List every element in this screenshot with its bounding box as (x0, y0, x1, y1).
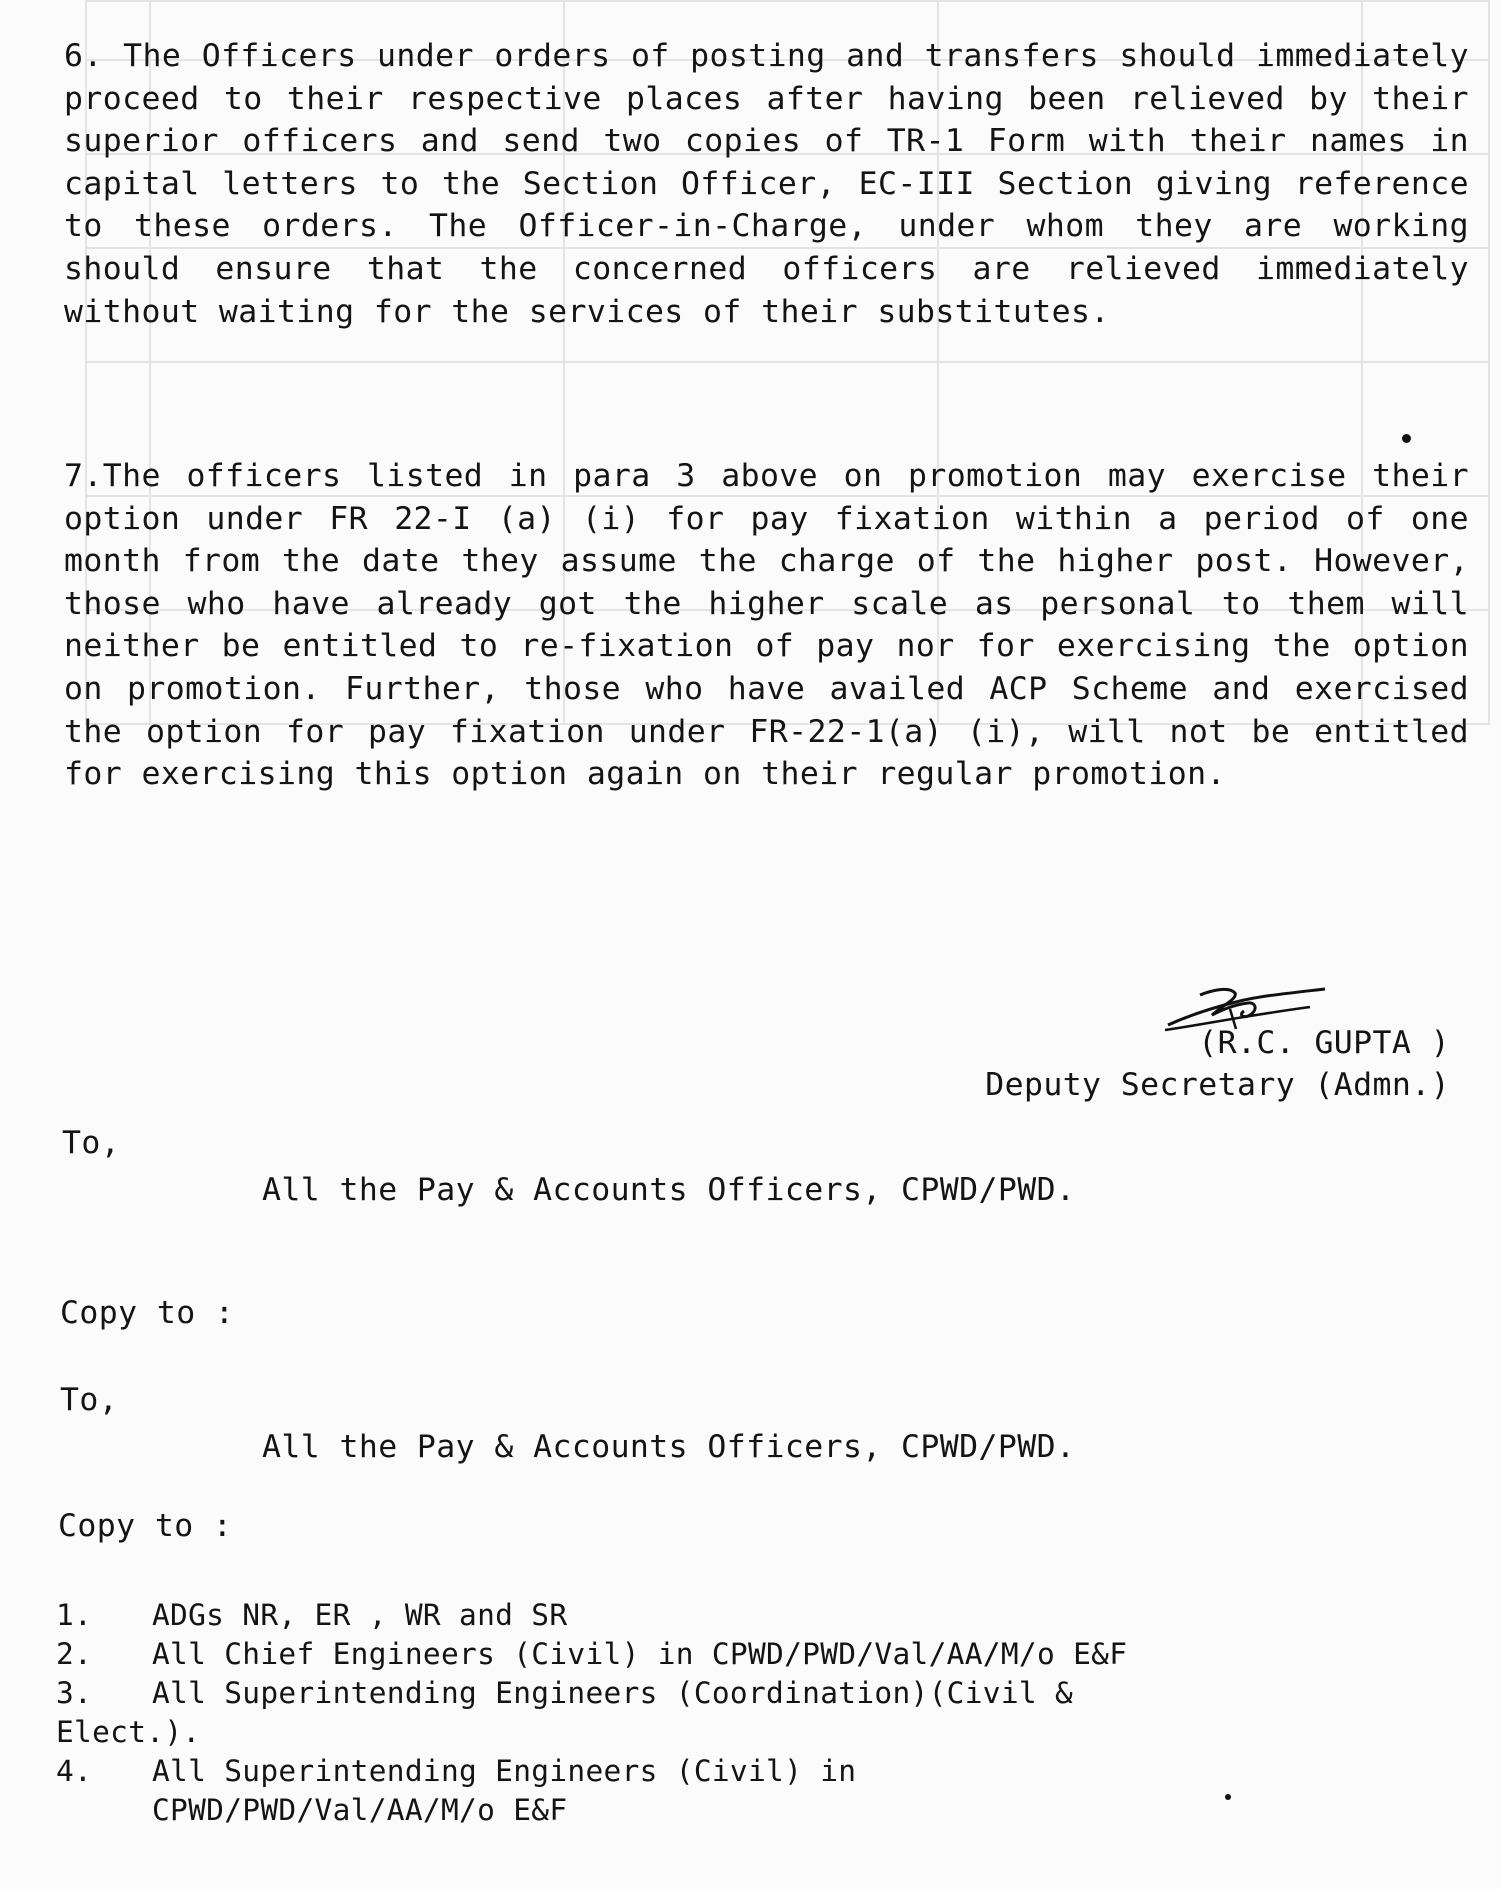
copy-to-label-repeat: Copy to : (58, 1508, 233, 1544)
list-item (56, 1752, 1476, 1830)
paragraph-7: 7.The officers listed in para 3 above on promotion may exercise their option under FR 22-I (a) (i) for pay fixation within a period of one month from the date they assume the charge of the higher post. However, those who have already got the higher scale as personal to them will neither be entitled to re-fixation of pay nor for exercising the option on promotion. Further, those who have availed ACP Scheme and exercised the option for pay fixation under FR-22-1(a) (i), will not be entitled for exercising this option again on their regular promotion. (64, 458, 1469, 793)
list-item-number: 4. (56, 1754, 93, 1788)
signatory-designation: Deputy Secretary (Admn.) (985, 1067, 1450, 1103)
to-label: To, (62, 1125, 121, 1161)
copy-to-list (56, 1596, 1476, 1830)
paragraph-6: 6. The Officers under orders of posting and transfers should immediately proceed to their respective places after having been relieved by their superior officers and send two copies of TR-1 Form with their names in capital letters to the Section Officer, EC-III Section giving reference to these orders. The Officer-in-Charge, under whom they are working should ensure that the concerned officers are relieved immediately without waiting for the services of their substitutes. (64, 38, 1469, 330)
list-item (56, 1635, 1476, 1674)
to-label-repeat: To, (60, 1382, 119, 1418)
stray-dot (1225, 1794, 1231, 1800)
addressee: All the Pay & Accounts Officers, CPWD/PWD. (262, 1172, 1076, 1208)
list-item-continuation: Elect.). (56, 1715, 201, 1749)
copy-to-label: Copy to : (60, 1295, 235, 1331)
list-item-number: 2. (56, 1637, 93, 1671)
list-item (56, 1596, 1476, 1635)
addressee-repeat: All the Pay & Accounts Officers, CPWD/PWD. (262, 1429, 1076, 1465)
list-item-text: All Superintending Engineers (Coordination)(Civil & (152, 1676, 1074, 1710)
signatory-name: (R.C. GUPTA ) (1198, 1025, 1450, 1061)
list-item-text: All Superintending Engineers (Civil) in (152, 1754, 857, 1788)
stray-dot (1402, 434, 1411, 443)
list-item-number: 1. (56, 1598, 93, 1632)
list-item-number: 3. (56, 1676, 93, 1710)
list-item-text: ADGs NR, ER , WR and SR (152, 1598, 568, 1632)
list-item-text: All Chief Engineers (Civil) in CPWD/PWD/Val/AA/M/o E&F (152, 1637, 1128, 1671)
list-item (56, 1674, 1476, 1752)
signature-block (870, 985, 1470, 1103)
list-item-continuation: CPWD/PWD/Val/AA/M/o E&F (152, 1793, 568, 1827)
